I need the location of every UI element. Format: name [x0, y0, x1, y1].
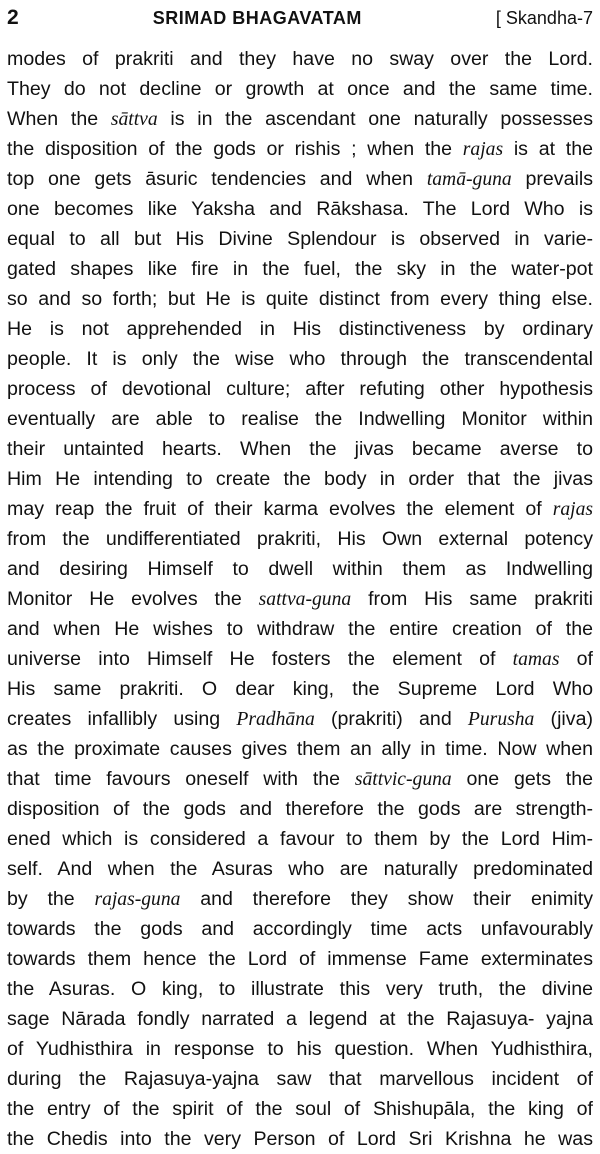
text-run: their untainted hearts. When the jivas became averse to: [7, 438, 593, 460]
running-title: SRIMAD BHAGAVATAM: [152, 8, 362, 28]
text-line: [7, 1124, 593, 1154]
text-line: [7, 1034, 593, 1064]
text-line: [7, 1094, 593, 1124]
text-run: that time favours oneself with the: [7, 768, 355, 790]
text-line: [7, 704, 593, 734]
text-run: Monitor He evolves the: [7, 588, 259, 610]
text-run: may reap the fruit of their karma evolves the element of: [7, 498, 553, 520]
text-run: prevails: [511, 168, 593, 190]
italic-term: sāttva: [110, 109, 158, 130]
text-run: of Yudhisthira in response to his question. When Yudhisthira,: [7, 1038, 593, 1060]
text-run: the disposition of the gods or rishis ; when the: [7, 138, 463, 160]
text-line: [7, 614, 593, 644]
italic-term: rajas: [462, 139, 504, 160]
text-run: creates infallibly using: [7, 708, 237, 730]
body-text: [7, 44, 593, 1154]
text-run: (prakriti) and: [314, 708, 468, 730]
text-run: disposition of the gods and therefore the gods are strength-: [7, 798, 593, 820]
text-line: [7, 584, 593, 614]
text-run: towards them hence the Lord of immense Fame exterminates: [7, 948, 593, 970]
text-line: [7, 734, 593, 764]
text-run: His same prakriti. O dear king, the Supreme Lord Who: [7, 678, 593, 700]
text-run: as the proximate causes gives them an ally in time. Now when: [7, 738, 593, 760]
italic-term: tamas: [512, 649, 560, 670]
text-run: self. And when the Asuras who are naturally predominated: [7, 858, 593, 880]
text-run: and desiring Himself to dwell within them as Indwelling: [7, 558, 593, 580]
text-run: He is not apprehended in His distinctiveness by ordinary: [7, 318, 593, 340]
text-line: [7, 254, 593, 284]
text-line: [7, 944, 593, 974]
text-run: by the: [7, 888, 95, 910]
text-line: [7, 764, 593, 794]
text-run: so and so forth; but He is quite distinct from every thing else.: [7, 288, 593, 310]
italic-term: sattva-guna: [258, 589, 352, 610]
text-run: universe into Himself He fosters the element of: [7, 648, 513, 670]
text-line: [7, 794, 593, 824]
text-line: [7, 134, 593, 164]
text-run: gated shapes like fire in the fuel, the sky in the water-pot: [7, 258, 593, 280]
text-run: from the undifferentiated prakriti, His Own external potency: [7, 528, 593, 550]
text-run: the entry of the spirit of the soul of Shishupāla, the king of: [7, 1098, 593, 1120]
text-line: [7, 1004, 593, 1034]
text-line: [7, 854, 593, 884]
text-run: from His same prakriti: [351, 588, 593, 610]
italic-term: rajas: [552, 499, 593, 520]
text-line: [7, 374, 593, 404]
text-run: and therefore they show their enimity: [180, 888, 593, 910]
text-line: [7, 644, 593, 674]
text-run: (jiva): [534, 708, 593, 730]
italic-term: Purusha: [467, 709, 535, 730]
text-line: [7, 314, 593, 344]
text-line: [7, 284, 593, 314]
text-run: They do not decline or growth at once and the same time.: [7, 78, 593, 100]
text-line: [7, 404, 593, 434]
text-run: the Chedis into the very Person of Lord Sri Krishna he was: [7, 1128, 593, 1150]
text-line: [7, 44, 593, 74]
section-label: [ Skandha-7: [495, 8, 593, 28]
text-line: [7, 524, 593, 554]
text-line: [7, 164, 593, 194]
text-run: equal to all but His Divine Splendour is observed in varie-: [7, 228, 593, 250]
italic-term: Pradhāna: [236, 709, 315, 730]
text-line: [7, 884, 593, 914]
text-run: one becomes like Yaksha and Rākshasa. The Lord Who is: [7, 198, 593, 220]
text-line: [7, 1064, 593, 1094]
italic-term: rajas-guna: [94, 889, 181, 910]
text-run: ened which is considered a favour to them by the Lord Him-: [7, 828, 593, 850]
page-number: 2: [7, 6, 19, 29]
text-run: and when He wishes to withdraw the entire creation of the: [7, 618, 593, 640]
text-line: [7, 494, 593, 524]
italic-term: tamā-guna: [426, 169, 512, 190]
text-run: is in the ascendant one naturally possesses: [157, 108, 593, 130]
text-line: [7, 74, 593, 104]
text-run: one gets the: [451, 768, 593, 790]
text-line: [7, 434, 593, 464]
text-line: [7, 344, 593, 374]
text-run: towards the gods and accordingly time acts unfavourably: [7, 918, 593, 940]
text-run: during the Rajasuya-yajna saw that marvellous incident of: [7, 1068, 593, 1090]
text-run: the Asuras. O king, to illustrate this very truth, the divine: [7, 978, 593, 1000]
text-run: people. It is only the wise who through the transcendental: [7, 348, 593, 370]
text-line: [7, 104, 593, 134]
text-run: process of devotional culture; after refuting other hypothesis: [7, 378, 593, 400]
text-line: [7, 824, 593, 854]
text-run: eventually are able to realise the Indwelling Monitor within: [7, 408, 593, 430]
text-run: When the: [7, 108, 111, 130]
text-run: top one gets āsuric tendencies and when: [7, 168, 427, 190]
text-run: of: [559, 648, 593, 670]
text-line: [7, 194, 593, 224]
text-line: [7, 674, 593, 704]
text-run: is at the: [503, 138, 593, 160]
text-run: sage Nārada fondly narrated a legend at the Rajasuya- yajna: [7, 1008, 593, 1030]
text-line: [7, 464, 593, 494]
page-header: [7, 6, 593, 36]
text-line: [7, 224, 593, 254]
text-line: [7, 914, 593, 944]
text-run: modes of prakriti and they have no sway over the Lord.: [7, 48, 593, 70]
text-run: Him He intending to create the body in order that the jivas: [7, 468, 593, 490]
italic-term: sāttvic-guna: [354, 769, 452, 790]
text-line: [7, 554, 593, 584]
text-line: [7, 974, 593, 1004]
